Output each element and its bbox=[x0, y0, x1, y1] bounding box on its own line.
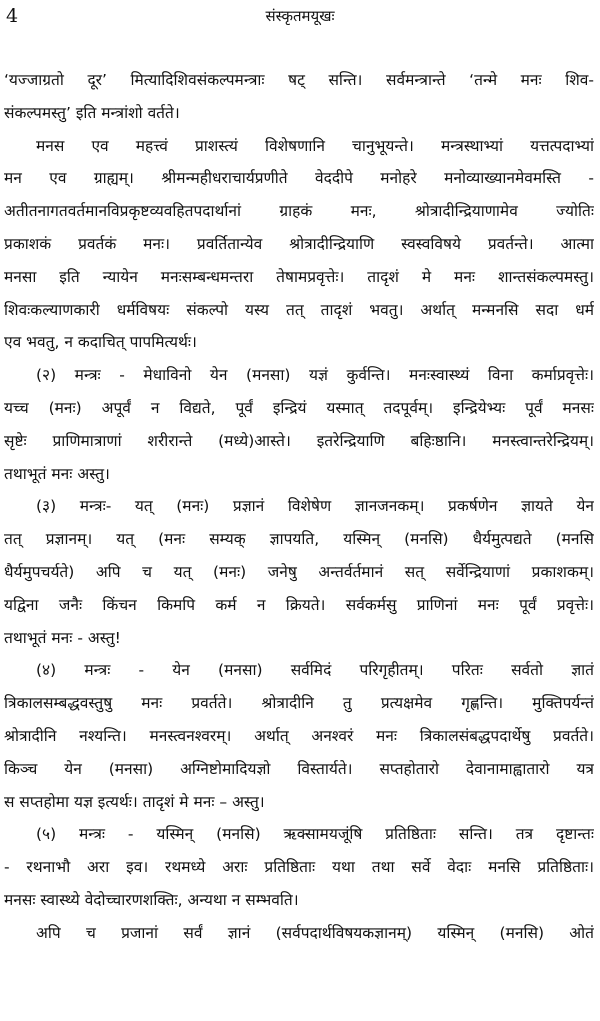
text-line: श्रोत्रादीनि नश्यन्ति। मनस्त्वनश्वरम्। अर्थात् अनश्वरं मनः त्रिकालसंबद्धपदार्थेषु प्रवर्तते। bbox=[4, 726, 594, 745]
text-line: (४) मन्त्रः - येन (मनसा) सर्वमिदं परिगृहीतम्। परितः सर्वतो ज्ञातं bbox=[36, 661, 594, 680]
text-line: मनसः स्वास्थ्ये वेदोच्चारणशक्तिः, अन्यथा न सम्भवति। bbox=[4, 890, 299, 909]
text-line: अतीतनागतवर्तमानविप्रकृष्टव्यवहितपदार्थानां ग्राहकं मनः, श्रोत्रादीन्द्रियाणामेव ज्योतिः bbox=[4, 202, 594, 221]
text-line: (५) मन्त्रः - यस्मिन् (मनसि) ऋक्सामयजूंषि प्रतिष्ठिताः सन्ति। तत्र दृष्टान्तः bbox=[36, 825, 594, 844]
text-line: धैर्यमुपचर्यते) अपि च यत् (मनः) जनेषु अन्तर्वर्तमानं सत् सर्वेन्द्रियाणां प्रकाशकम्। bbox=[4, 562, 594, 581]
text-line: स सप्तहोमा यज्ञ इत्यर्थः। तादृशं मे मनः – अस्तु। bbox=[4, 792, 265, 811]
text-line: (३) मन्त्रः- यत् (मनः) प्रज्ञानं विशेषेण ज्ञानजनकम्। प्रकर्षणेन ज्ञायते येन bbox=[36, 497, 594, 516]
text-line: - रथनाभौ अरा इव। रथमध्ये अराः प्रतिष्ठिताः यथा तथा सर्वे वेदाः मनसि प्रतिष्ठिताः। bbox=[4, 858, 594, 877]
text-line: तत् प्रज्ञानम्। यत् (मनः सम्यक् ज्ञापयति, यस्मिन् (मनसि) धैर्यमुत्पद्यते (मनसि bbox=[4, 530, 594, 549]
text-line: मन एव ग्राह्यम्। श्रीमन्महीधराचार्यप्रणीते वेददीपे मनोहरे मनोव्याख्यानमेवमस्ति - bbox=[4, 169, 594, 188]
text-line: संकल्पमस्तु’ इति मन्त्रांशो वर्तते। bbox=[4, 103, 180, 122]
text-line: त्रिकालसम्बद्धवस्तुषु मनः प्रवर्तते। श्रोत्रादीनि तु प्रत्यक्षमेव गृह्णन्ति। मुक्तिपर्यन्तं bbox=[4, 694, 594, 713]
text-line: अपि च प्रजानां सर्वं ज्ञानं (सर्वपदार्थविषयकज्ञानम्) यस्मिन् (मनसि) ओतं bbox=[36, 923, 594, 942]
text-line: एव भवतु, न कदाचित् पापमित्यर्थः। bbox=[4, 333, 197, 352]
text-line: तथाभूतं मनः - अस्तु! bbox=[4, 628, 121, 647]
text-line: यच्च (मनः) अपूर्वं न विद्यते, पूर्वं इन्द्रियं यस्मात् तदपूर्वम्। इन्द्रियेभ्यः पूर्वं मनसः bbox=[4, 398, 594, 417]
page-number: 4 bbox=[6, 5, 19, 27]
text-line: मनसा इति न्यायेन मनःसम्बन्धमन्तरा तेषामप्रवृत्तेः। तादृशं मे मनः शान्तसंकल्पमस्तु। bbox=[4, 267, 594, 286]
body-text bbox=[4, 64, 594, 950]
text-line: शिवःकल्याणकारी धर्मविषयः संकल्पो यस्य तत् तादृशं भवतु। अर्थात् मन्मनसि सदा धर्म bbox=[4, 300, 594, 319]
text-line: सृष्टेः प्राणिमात्राणां शरीरान्ते (मध्ये)आस्ते। इतरेन्द्रियाणि बहिःष्ठानि। मनस्त्वान्तरेन्द्रियम्। bbox=[4, 431, 594, 450]
text-line: ‘यज्जाग्रतो दूर’ मित्यादिशिवसंकल्पमन्त्राः षट् सन्ति। सर्वमन्त्रान्ते ‘तन्मे मनः शिव- bbox=[4, 71, 594, 89]
text-line: तथाभूतं मनः अस्तु। bbox=[4, 464, 110, 483]
running-title: संस्कृतमयूखः bbox=[265, 7, 335, 25]
text-line: यद्विना जनैः किंचन किमपि कर्म न क्रियते। सर्वकर्मसु प्राणिनां मनः पूर्वं प्रवृत्तेः। bbox=[4, 595, 594, 614]
text-line: मनस एव महत्त्वं प्राशस्त्यं विशेषणानि चानुभूयन्ते। मन्त्रस्थाभ्यां यत्तत्पदाभ्यां bbox=[36, 136, 594, 155]
text-line: किञ्च येन (मनसा) अग्निष्टोमादियज्ञो विस्तार्यते। सप्तहोतारो देवानामाह्वातारो यत्र bbox=[4, 759, 594, 778]
text-line: प्रकाशकं प्रवर्तकं मनः। प्रवर्तितान्येव श्रोत्रादीन्द्रियाणि स्वस्वविषये प्रवर्तन्ते। आत्मा bbox=[4, 234, 594, 253]
text-line: (२) मन्त्रः - मेधाविनो येन (मनसा) यज्ञं कुर्वन्ति। मनःस्वास्थ्यं विना कर्माप्रवृत्तेः। bbox=[36, 366, 594, 385]
